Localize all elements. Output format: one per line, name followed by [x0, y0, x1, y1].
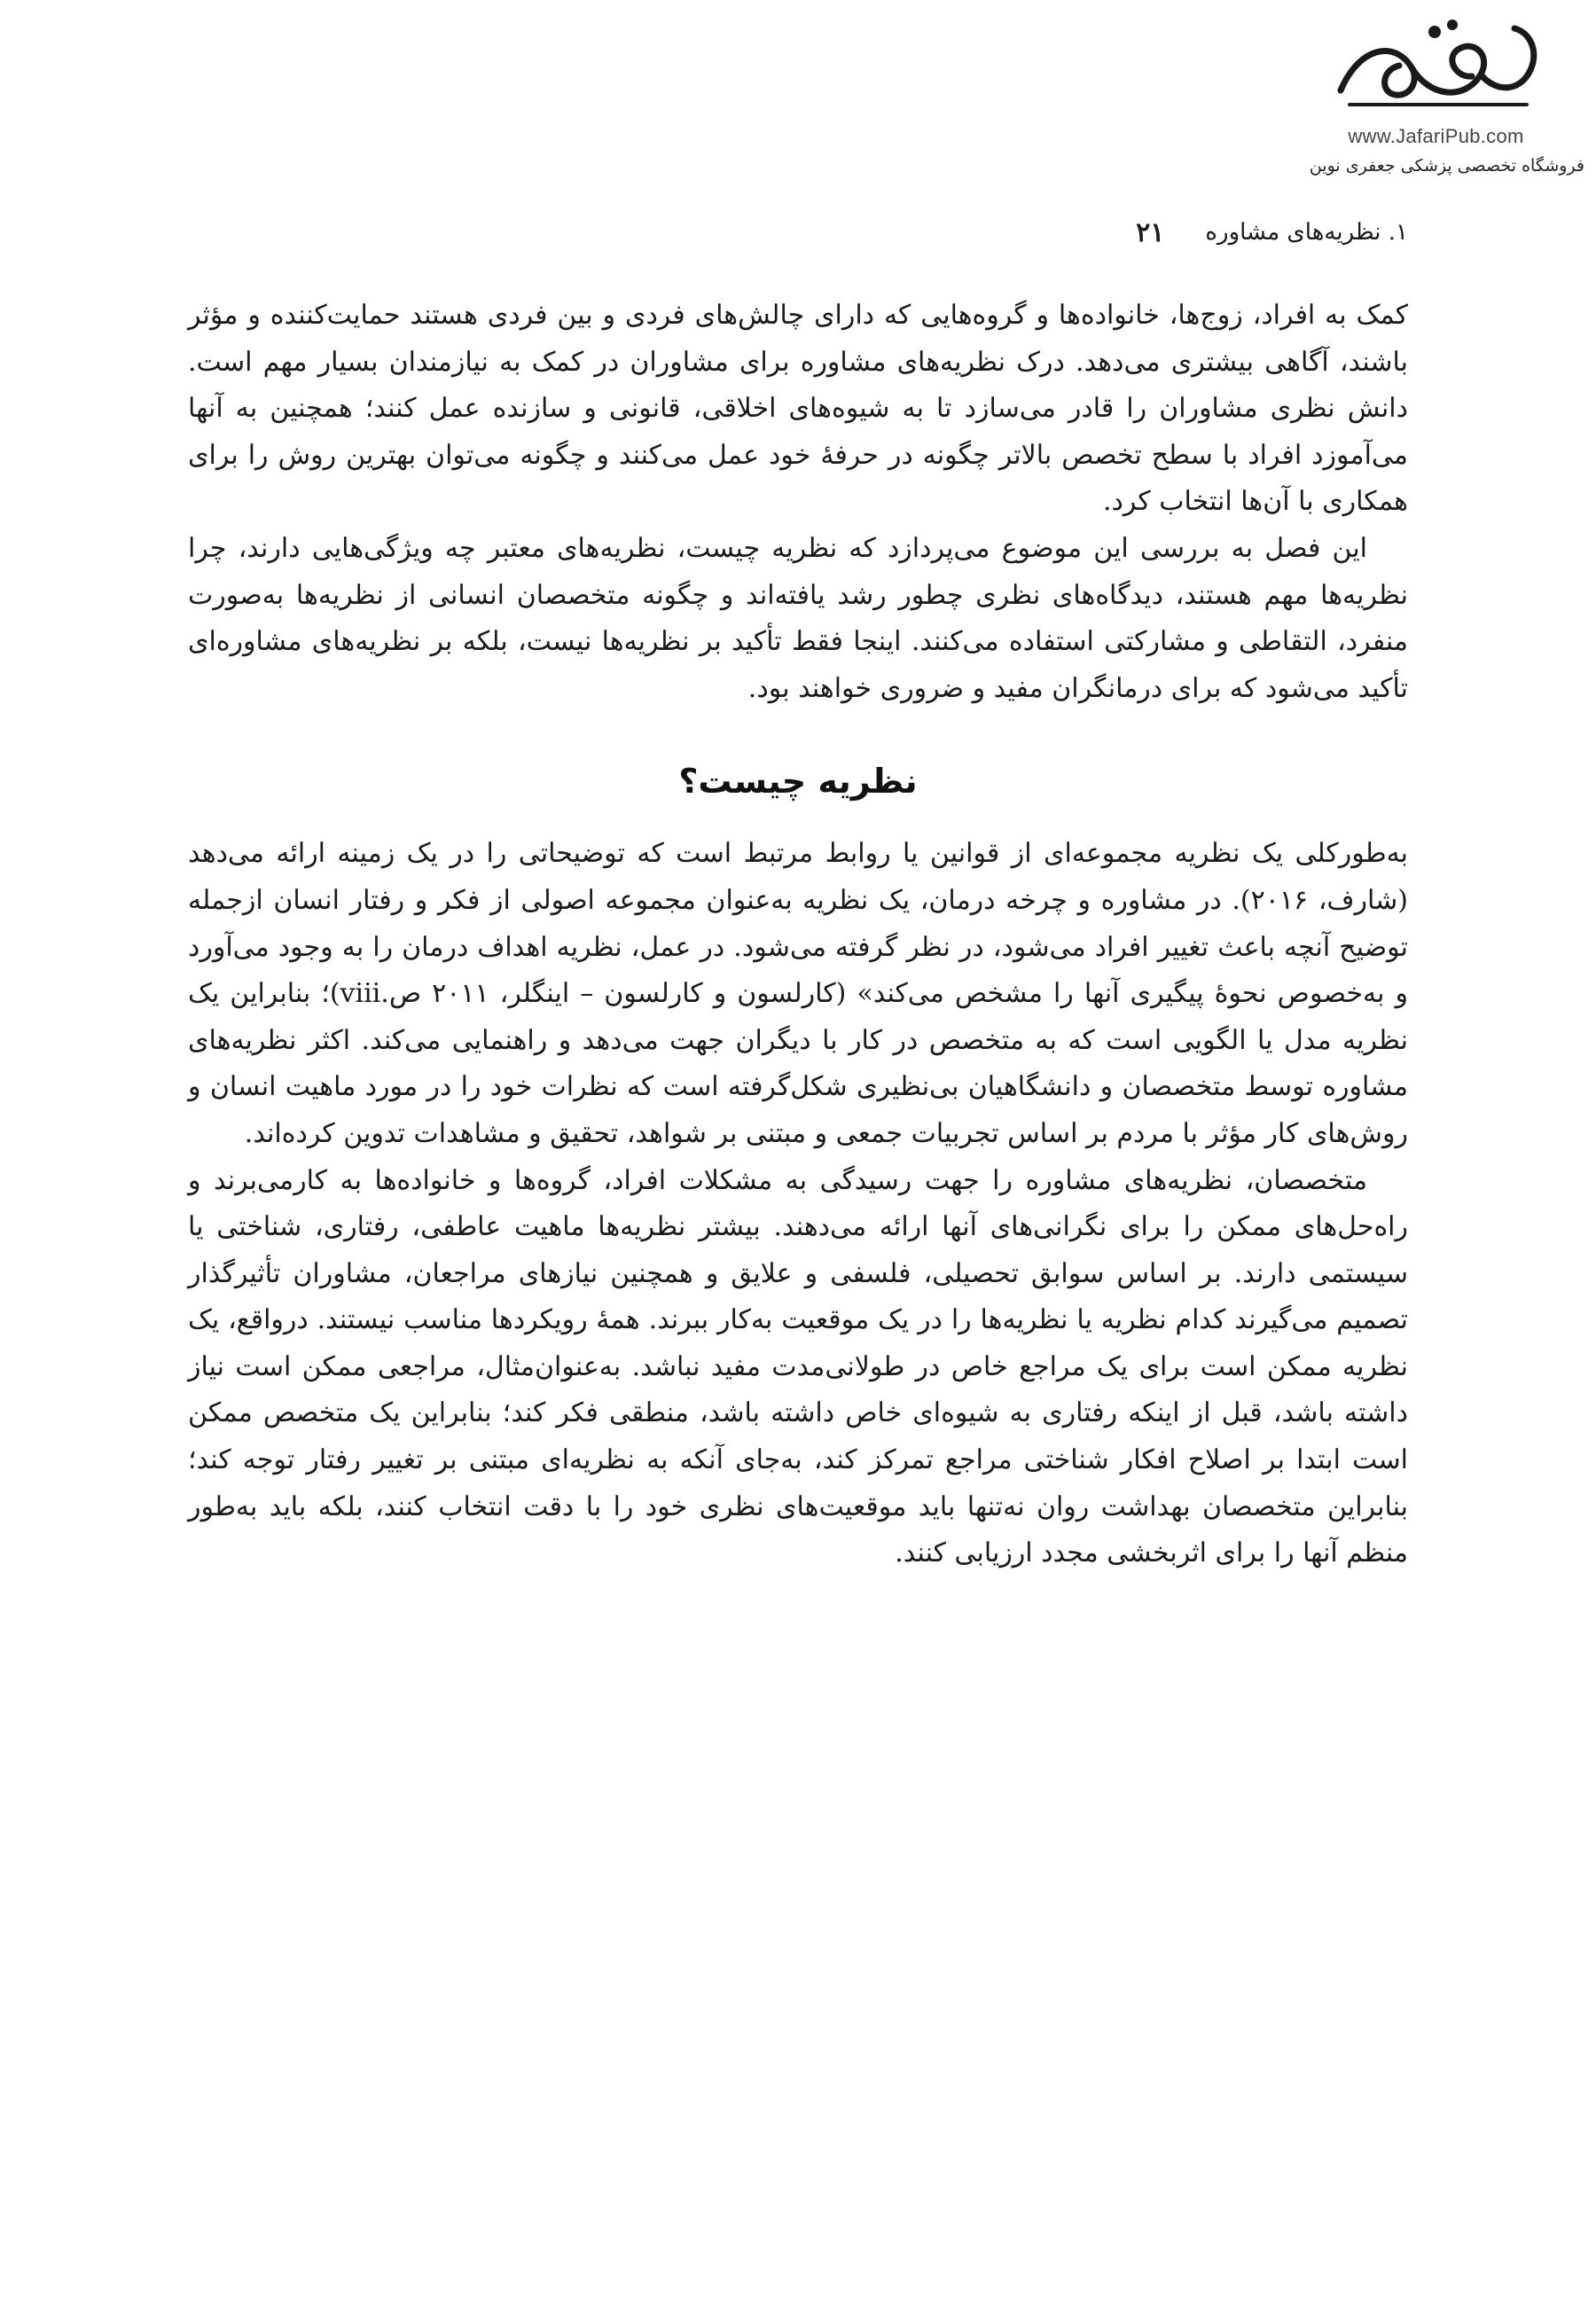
- publisher-logo-icon: [1323, 12, 1545, 123]
- section-heading: نظریه چیست؟: [678, 762, 918, 802]
- body-paragraph: متخصصان، نظریه‌های مشاوره را جهت رسیدگی به مشکلات افراد، گروه‌ها و خانواده‌ها به کارمی‌برند و راه‌حل‌های ممکن را برای نگرانی‌های آنها ارائه می‌دهند. بیشتر نظریه‌ها ماهیت عاطفی، رفتاری، شناختی یا سیستمی دارند. بر اساس سوابق تحصیلی، فلسفی و علایق و همچنین نیازهای مراجعان، مشاوران تأثیرگذار تصمیم می‌گیرند کدام نظریه یا نظریه‌ها را در یک موقعیت به‌کار ببرند. همهٔ رویکردها مناسب نیستند. درواقع، یک نظریه ممکن است برای یک مراجع خاص در طولانی‌مدت مفید نباشد. به‌عنوان‌مثال، مراجعی ممکن است نیاز داشته باشد، قبل از اینکه رفتاری به شیوه‌ای خاص داشته باشد، منطقی فکر کند؛ بنابراین یک متخصص ممکن است ابتدا بر اصلاح افکار شناختی مراجع تمرکز کند، به‌جای آنکه به نظریه‌ای مبتنی بر تغییر رفتار توجه کند؛ بنابراین متخصصان بهداشت روان نه‌تنها باید موقعیت‌های نظری خود را با دقت انتخاب کنند، بلکه باید به‌طور منظم آنها را برای اثربخشی مجدد ارزیابی کنند.: [188, 1164, 1408, 1569]
- page-number: ۲۱: [1136, 216, 1165, 248]
- body-paragraph: این فصل به بررسی این موضوع می‌پردازد که نظریه چیست، نظریه‌های معتبر چه ویژگی‌هایی دارند، چرا نظریه‌ها مهم هستند، دیدگاه‌های نظری چطور رشد یافته‌اند و چگونه متخصصان انسانی از نظریه‌ها به‌صورت منفرد، التقاطی و مشارکتی استفاده می‌کنند. اینجا فقط تأکید بر نظریه‌ها نیست، بلکه بر نظریه‌های مشاوره‌ای تأکید می‌شود که برای درمانگران مفید و ضروری خواهند بود.: [188, 532, 1408, 704]
- publisher-url[interactable]: www.JafariPub.com: [1348, 125, 1524, 147]
- body-paragraph: به‌طورکلی یک نظریه مجموعه‌ای از قوانین یا روابط مرتبط است که توضیحاتی را در یک زمینه ارائه می‌دهد (شارف، ۲۰۱۶). در مشاوره و چرخه درمان، یک نظریه به‌عنوان مجموعه اصولی از فکر و رفتار انسان ازجمله توضیح آنچه باعث تغییر افراد می‌شود، در نظر گرفته می‌شود. در عمل، نظریه اهداف درمان را به وجود می‌آورد و به‌خصوص نحوهٔ پیگیری آنها را مشخص می‌کند» (کارلسون و کارلسون – اینگلر، ۲۰۱۱ ص.viii)؛ بنابراین یک نظریه مدل یا الگویی است که به متخصص در کار با دیگران جهت می‌دهد و راهنمایی می‌کند. اکثر نظریه‌های مشاوره توسط متخصصان و دانشگاهیان بی‌نظیری شکل‌گرفته است که نظرات خود را در مورد ماهیت انسان و روش‌های کار مؤثر با مردم بر اساس تجربیات جمعی و مبتنی بر شواهد، تحقیق و مشاهدات تدوین کرده‌اند.: [188, 838, 1408, 1149]
- publisher-caption: فروشگاه تخصصی پزشکی جعفری نوین: [1309, 156, 1584, 176]
- publisher-logo-block: [1287, 12, 1584, 176]
- page-body: [188, 293, 1408, 1577]
- running-head: [188, 213, 1408, 252]
- body-paragraph: کمک به افراد، زوج‌ها، خانواده‌ها و گروه‌هایی که دارای چالش‌های فردی و بین فردی هستند حمایت‌کننده و مؤثر باشند، آگاهی بیشتری می‌دهد. درک نظریه‌های مشاوره برای مشاوران در کمک به نیازمندان بسیار مهم است. دانش نظری مشاوران را قادر می‌سازد تا به شیوه‌های اخلاقی، قانونی و سازنده عمل کنند؛ همچنین به آنها می‌آموزد افراد با سطح تخصص بالاتر چگونه در حرفهٔ خود عمل می‌کنند و چگونه می‌توان بهترین روش را برای همکاری با آن‌ها انتخاب کرد.: [188, 300, 1408, 518]
- chapter-title: ۱. نظریه‌های مشاوره: [1205, 219, 1408, 246]
